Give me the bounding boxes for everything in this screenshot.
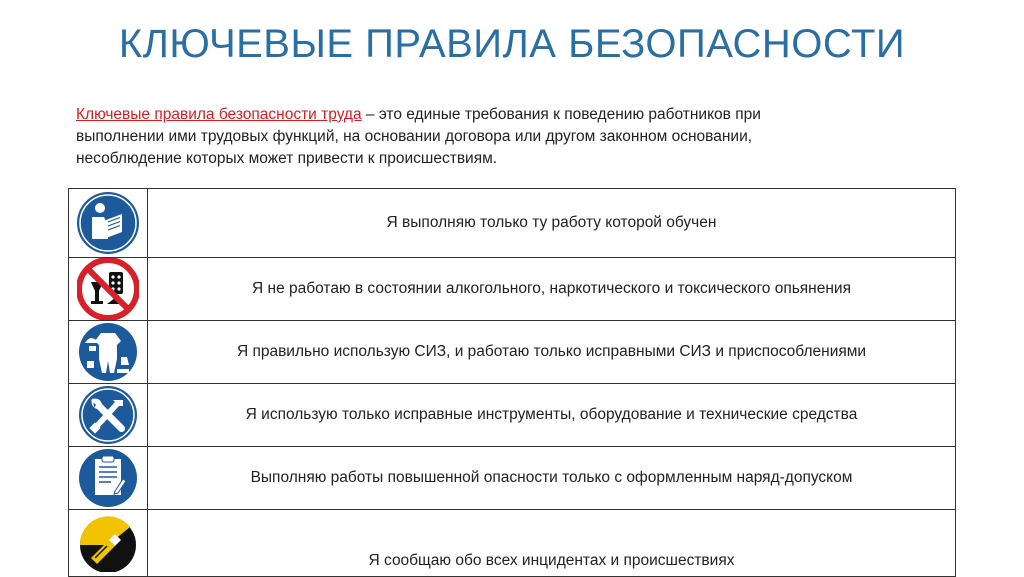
rule-icon-cell xyxy=(69,447,148,510)
flashlight-icon xyxy=(77,514,139,572)
intro-term: Ключевые правила безопасности труда xyxy=(76,106,362,123)
intro-line-2: выполнении ими трудовых функций, на основании договора или другом законном основании, xyxy=(76,128,753,145)
protective-equipment-icon xyxy=(77,321,139,383)
intro-paragraph xyxy=(76,104,896,170)
rules-table xyxy=(68,188,956,577)
no-alcohol-drugs-icon xyxy=(77,258,139,320)
rule-text: Выполняю работы повышенной опасности только с оформленным наряд-допуском xyxy=(148,447,956,510)
rule-text: Я сообщаю обо всех инцидентах и происшествиях xyxy=(148,510,956,577)
rule-icon-cell xyxy=(69,189,148,258)
tools-icon xyxy=(77,384,139,446)
rule-row xyxy=(69,321,956,384)
rule-row xyxy=(69,258,956,321)
rule-text: Я правильно использую СИЗ, и работаю только исправными СИЗ и приспособлениями xyxy=(148,321,956,384)
rule-row xyxy=(69,447,956,510)
read-manual-icon xyxy=(75,190,141,256)
rule-icon-cell xyxy=(69,321,148,384)
rule-text: Я не работаю в состоянии алкогольного, наркотического и токсического опьянения xyxy=(148,258,956,321)
rule-row xyxy=(69,510,956,577)
rule-text: Я использую только исправные инструменты, оборудование и технические средства xyxy=(148,384,956,447)
rule-row xyxy=(69,189,956,258)
rule-icon-cell xyxy=(69,258,148,321)
intro-line-1: – это единые требования к поведению работников при xyxy=(361,106,761,123)
rule-icon-cell xyxy=(69,384,148,447)
rule-text: Я выполняю только ту работу которой обучен xyxy=(148,189,956,258)
page-title: КЛЮЧЕВЫЕ ПРАВИЛА БЕЗОПАСНОСТИ xyxy=(118,22,906,66)
rule-icon-cell xyxy=(69,510,148,577)
intro-line-3: несоблюдение которых может привести к происшествиям. xyxy=(76,150,498,167)
rule-row xyxy=(69,384,956,447)
work-permit-icon xyxy=(77,447,139,509)
